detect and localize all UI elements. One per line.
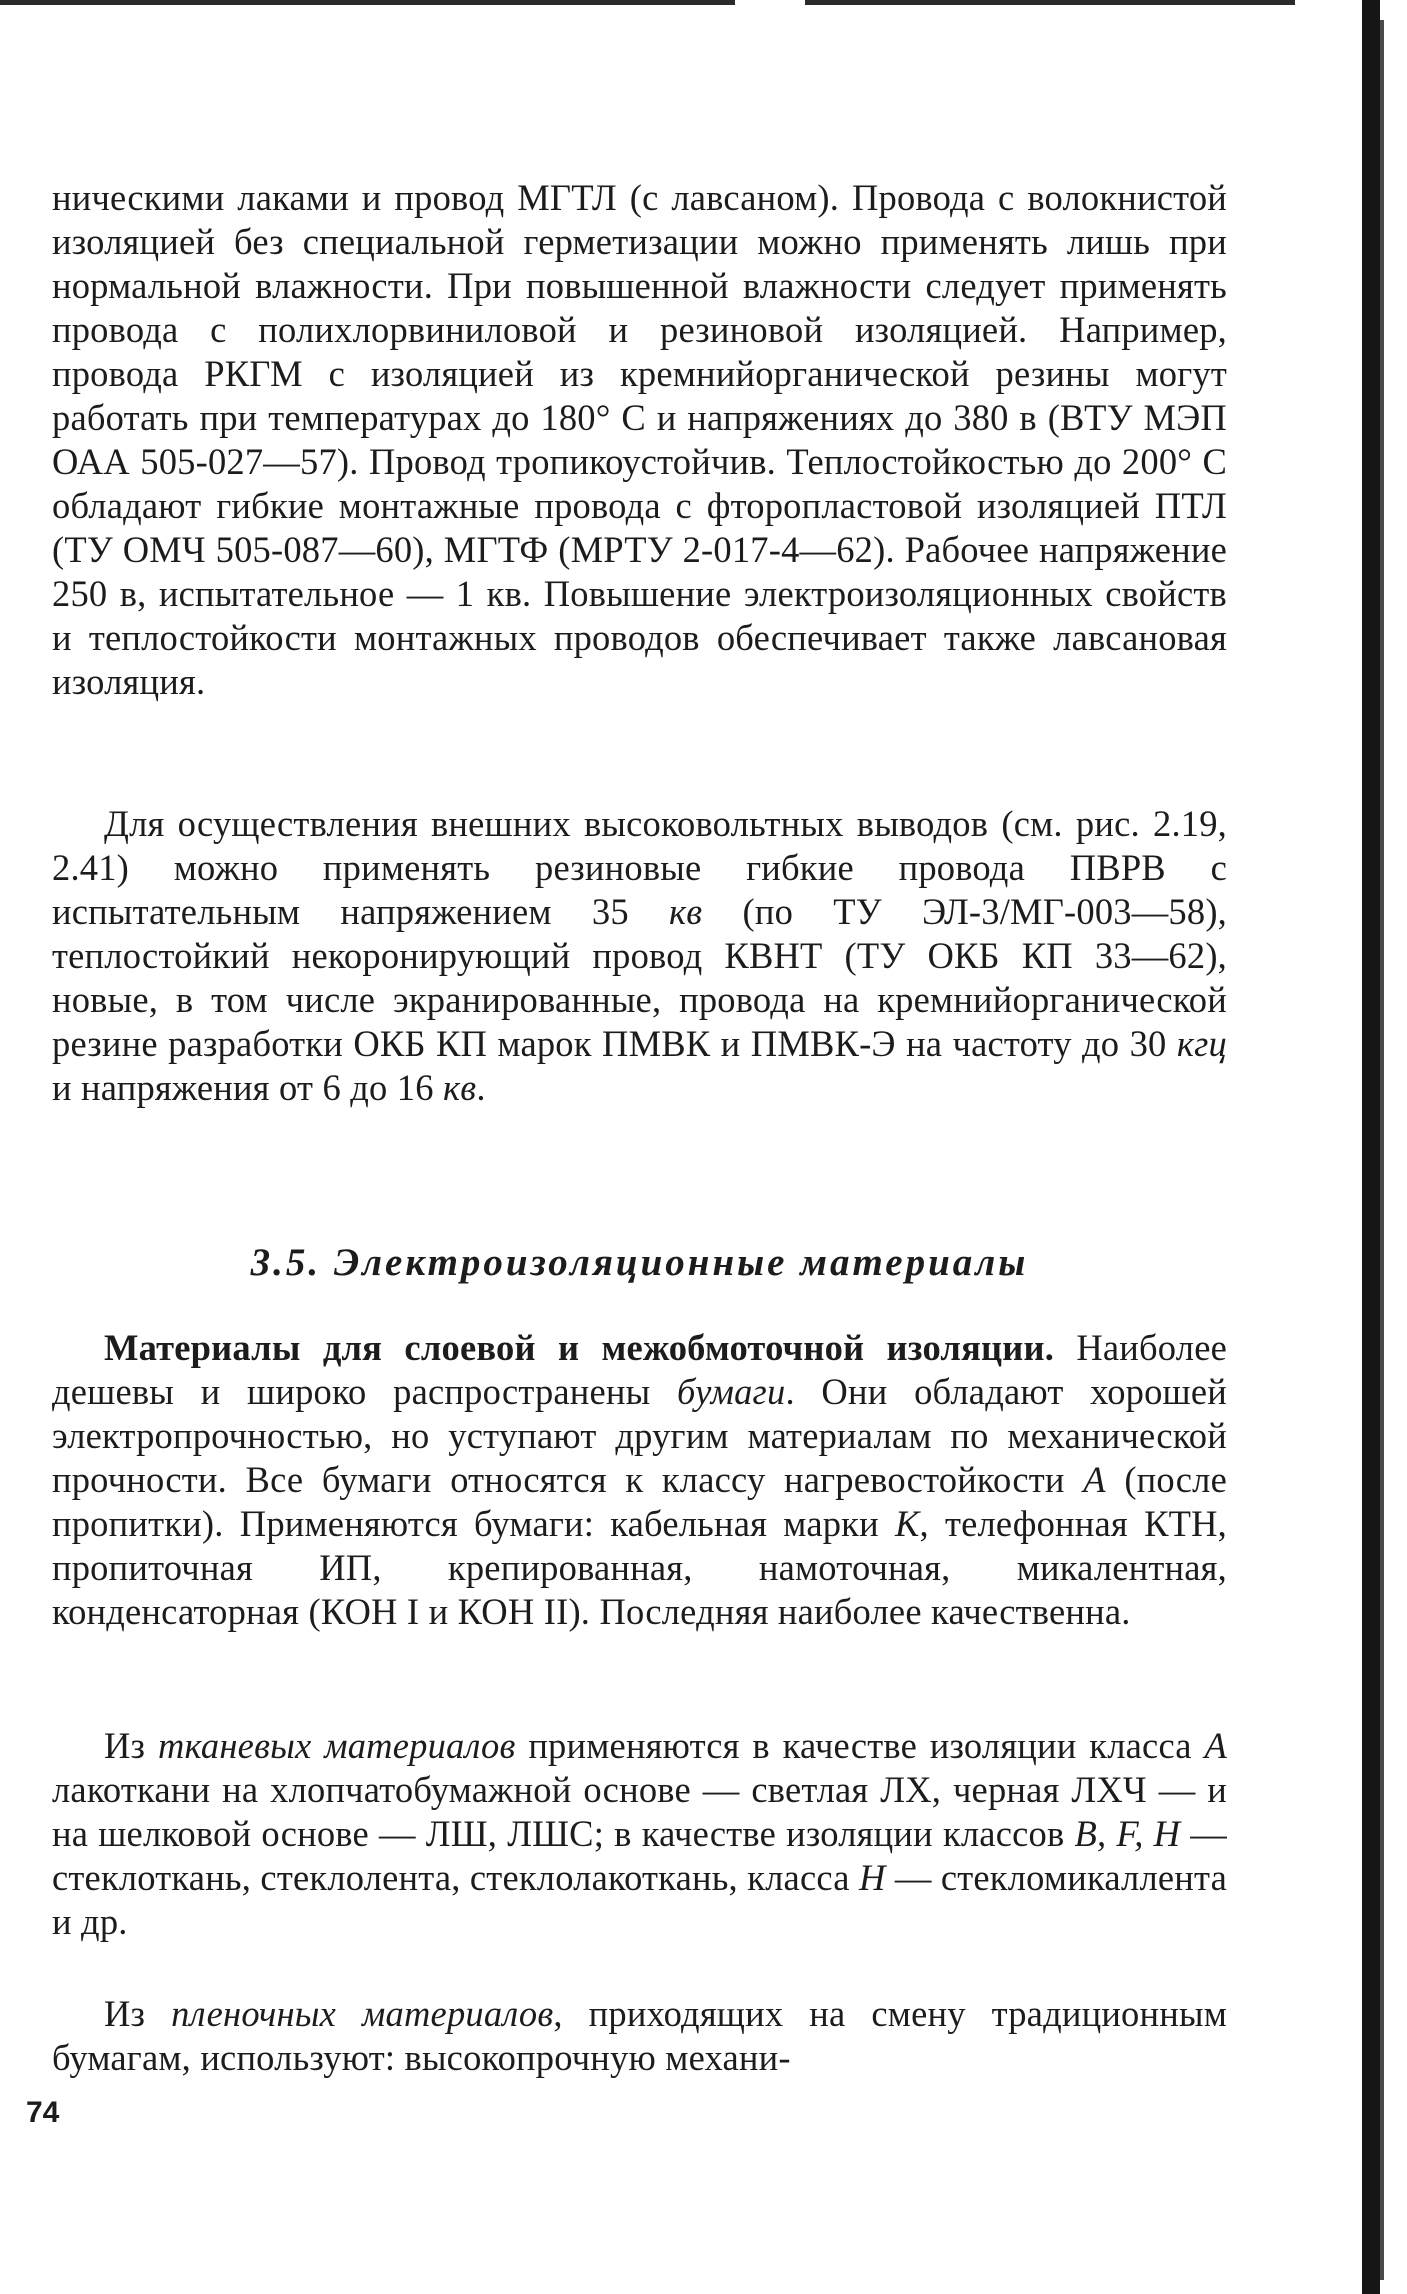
fabric-classes: В, F, Н (1074, 1813, 1181, 1854)
hv-text-3: и напряжения от 6 до 16 (52, 1067, 443, 1108)
paragraph-continuation-text: ническими лаками и провод МГТЛ (с лавсаном). Провода с волокнистой изоляцией без специальной герметизации можно применять лишь при нормальной влажности. При повышенной влажности следует применять провода с полихлорвиниловой и резиновой изоляцией. Например, провода РКГМ с изоляцией из кремнийорганической резины могут работать при температурах до 180° С и напряжениях до 380 в (ВТУ МЭП ОАА 505-027—57). Провод тропикоустойчив. Теплостойкостью до 200° С обладают гибкие монтажные провода с фторопластовой изоляцией ПТЛ (ТУ ОМЧ 505-087—60), МГТФ (МРТУ 2-017-4—62). Рабочее напряжение 250 в, испытательное — 1 кв. Повышение электроизоляционных свойств и теплостойкости монтажных проводов обеспечивает также лавсановая изоляция. (52, 177, 1227, 702)
film-term: пленочных материалов (171, 1993, 554, 2034)
fabric-text-1: Из (104, 1725, 158, 1766)
paper-text-3: (после пропитки). Применяются бумаги: кабельная марки (52, 1459, 1227, 1544)
top-border-line (0, 0, 1295, 5)
paragraph-film (52, 1992, 1227, 2080)
hv-text-4: . (476, 1067, 486, 1108)
page-binding-edge (1362, 0, 1380, 2294)
paper-term: бумаги (677, 1371, 786, 1412)
page-number: 74 (26, 2096, 60, 2129)
fabric-class-h: Н (858, 1857, 886, 1898)
fabric-text-4: — стеклоткань, стеклолента, стеклолакоткань, класса (52, 1813, 1228, 1898)
paragraph-paper-runin: Материалы для слоевой и межобмоточной изоляции. (104, 1327, 1055, 1368)
paragraph-continuation (52, 176, 1227, 704)
fabric-class-a: А (1204, 1725, 1227, 1766)
paper-text-1: Наиболее дешевы и широко распространены (52, 1327, 1227, 1412)
fabric-text-3: лакоткани на хлопчатобумажной основе — светлая ЛХ, черная ЛХЧ — и на шелковой основе — ЛШ, ЛШС; в качестве изоляции классов (52, 1769, 1227, 1854)
paragraph-paper (52, 1326, 1227, 1634)
paper-class-a: А (1083, 1459, 1106, 1500)
hv-unit-khz: кгц (1176, 1023, 1227, 1064)
fabric-text-5: — стекломикаллента и др. (52, 1857, 1228, 1942)
hv-text-1: Для осуществления внешних высоковольтных выводов (см. рис. 2.19, 2.41) можно применять резиновые гибкие провода ПВРВ с испытательным напряжением 35 (52, 803, 1227, 932)
film-text-1: Из (104, 1993, 172, 2034)
paragraph-hv-leads (52, 802, 1227, 1110)
fabric-term: тканевых материалов (157, 1725, 516, 1766)
paper-mark-k: К (895, 1503, 920, 1544)
paper-text-2: . Они обладают хорошей электропрочностью, но уступают другим материалам по механической прочности. Все бумаги относятся к классу нагревостойкости (52, 1371, 1227, 1500)
hv-unit-kv-2: кв (443, 1067, 477, 1108)
top-border-gap (735, 0, 805, 5)
hv-text-2: (по ТУ ЭЛ-3/МГ-003—58), теплостойкий некоронирующий провод КВНТ (ТУ ОКБ КП 33—62), новые, в том числе экранированные, провода на кремнийорганической резине разработки ОКБ КП марок ПМВК и ПМВК-Э на частоту до 30 (52, 891, 1227, 1064)
fabric-text-2: применяются в качестве изоляции класса (515, 1725, 1205, 1766)
hv-unit-kv: кв (669, 891, 703, 932)
paragraph-fabric (52, 1724, 1227, 1944)
film-text-2: , приходящих на смену традиционным бумагам, используют: высокопрочную механи- (52, 1993, 1227, 2078)
section-heading: 3.5. Электроизоляционные материалы (250, 1241, 1029, 1284)
page-binding-shadow (1380, 20, 1384, 2280)
paper-text-4: , телефонная КТН, пропиточная ИП, крепированная, намоточная, микалентная, конденсаторная (КОН I и КОН II). Последняя наиболее качественна. (52, 1503, 1227, 1632)
